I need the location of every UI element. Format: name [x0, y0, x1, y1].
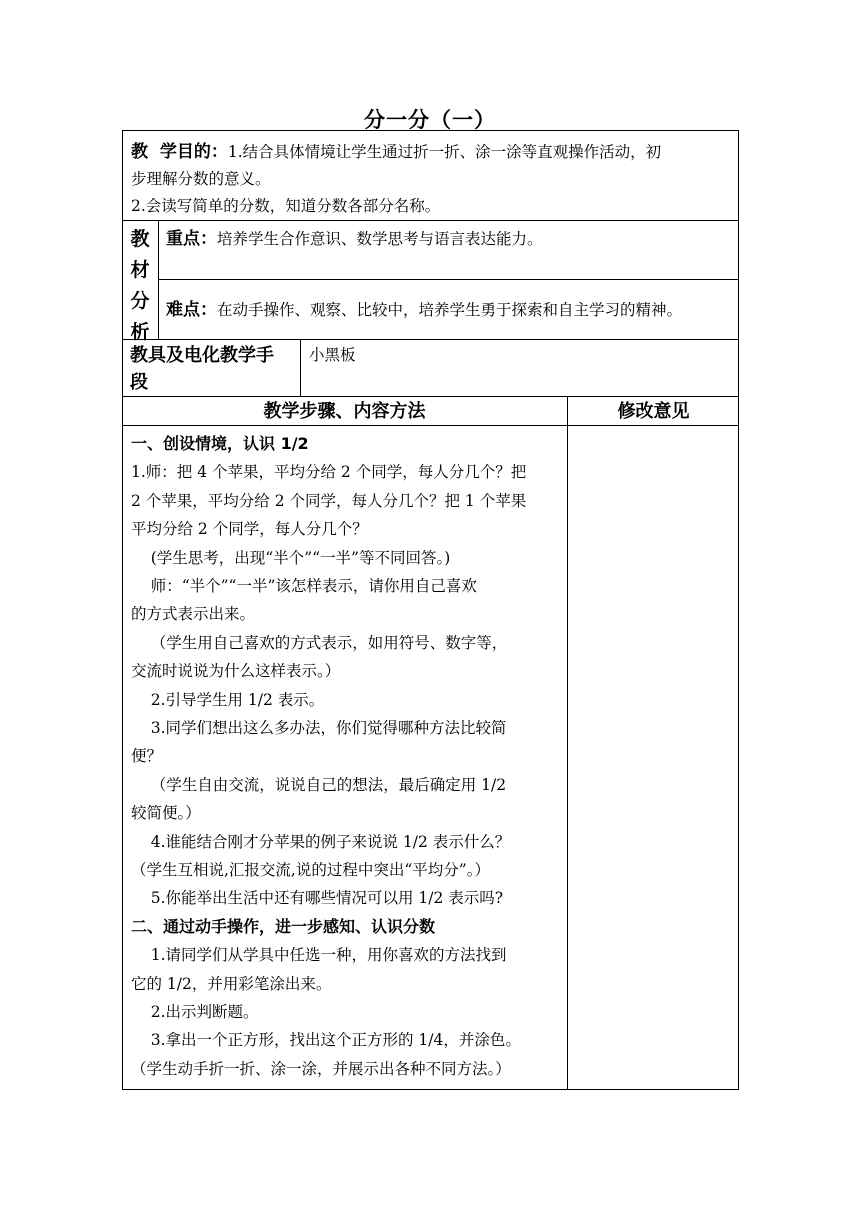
content-line: 的方式表示出来。 [131, 605, 256, 624]
content-line: 1.师：把 4 个苹果，平均分给 2 个同学，每人分几个？把 [131, 463, 527, 482]
difficulty-point [166, 297, 682, 323]
content-line: 4.谁能结合刚才分苹果的例子来说说 1/2 表示什么？ [131, 832, 511, 851]
content-line: 它的 1/2，并用彩笔涂出来。 [131, 974, 332, 993]
analysis-label-char: 析 [130, 321, 150, 343]
row-divider [122, 425, 739, 426]
column-divider [567, 396, 568, 1090]
column-divider [158, 220, 159, 339]
content-line: （学生用自己喜欢的方式表示，如用符号、数字等， [131, 633, 508, 652]
key-point-text: 培养学生合作意识、数学思考与语言表达能力。 [217, 230, 543, 248]
content-line: 3.拿出一个正方形，找出这个正方形的 1/4，并涂色。 [131, 1031, 521, 1050]
tools-value: 小黑板 [309, 346, 356, 364]
analysis-label-char: 分 [130, 290, 150, 312]
content-line: (学生思考，出现“半个”“一半”等不同回答。) [131, 548, 451, 567]
key-point [166, 226, 543, 252]
analysis-label [128, 224, 152, 348]
content-line: 3.同学们想出这么多办法，你们觉得哪种方法比较简 [131, 719, 507, 737]
objectives-label: 教 学目的： [131, 142, 228, 162]
analysis-label-char: 材 [130, 259, 150, 281]
difficulty-text: 在动手操作、观察、比较中，培养学生勇于探索和自主学习的精神。 [217, 301, 683, 319]
row-divider [122, 220, 739, 221]
tools-label-line-2: 段 [130, 372, 148, 393]
content-line: 1.请同学们从学具中任选一种，用你喜欢的方法找到 [131, 946, 507, 965]
content-line: 师：“半个”“一半”该怎样表示，请你用自己喜欢 [131, 577, 477, 595]
content-line: （学生互相说,汇报交流,说的过程中突出“平均分”。） [131, 861, 490, 879]
row-divider [122, 396, 739, 397]
key-point-label: 重点： [166, 229, 217, 249]
difficulty-label: 难点： [166, 300, 217, 320]
content-line: 交流时说说为什么这样表示。） [131, 662, 341, 681]
objectives-text-1: 1.结合具体情境让学生通过折一折、涂一涂等直观操作活动，初 [227, 143, 662, 161]
analysis-label-char: 教 [130, 228, 150, 250]
content-line: （学生自由交流，说说自己的想法，最后确定用 1/2 [131, 775, 507, 794]
content-line: （学生动手折一折、涂一涂，并展示出各种不同方法。） [131, 1059, 511, 1078]
content-line: 较简便。） [131, 804, 201, 823]
content-line: 平均分给 2 个同学，每人分几个？ [131, 520, 368, 539]
content-line: 2.引导学生用 1/2 表示。 [131, 690, 325, 709]
content-line: 5.你能举出生活中还有哪些情况可以用 1/2 表示吗? [131, 889, 504, 908]
content-line: 2 个苹果，平均分给 2 个同学，每人分几个？把 1 个苹果 [131, 491, 527, 510]
tools-label-line-1: 教具及电化教学手 [130, 345, 274, 366]
row-divider [159, 279, 739, 280]
objectives-line-1 [131, 139, 661, 165]
content-line: 2.出示判断题。 [131, 1003, 259, 1021]
column-divider [300, 339, 301, 396]
content-line: 一、创设情境，认识 1/2 [131, 434, 309, 453]
objectives-line-3: 2.会读写简单的分数，知道分数各部分名称。 [131, 197, 441, 215]
page-title: 分一分（一） [364, 108, 496, 132]
content-line: 二、通过动手操作，进一步感知、认识分数 [131, 916, 436, 936]
notes-column-header: 修改意见 [617, 401, 690, 422]
row-divider [122, 339, 739, 340]
steps-column-header: 教学步骤、内容方法 [263, 401, 426, 422]
content-line: 便？ [131, 747, 163, 766]
objectives-line-2: 步理解分数的意义。 [131, 170, 271, 188]
